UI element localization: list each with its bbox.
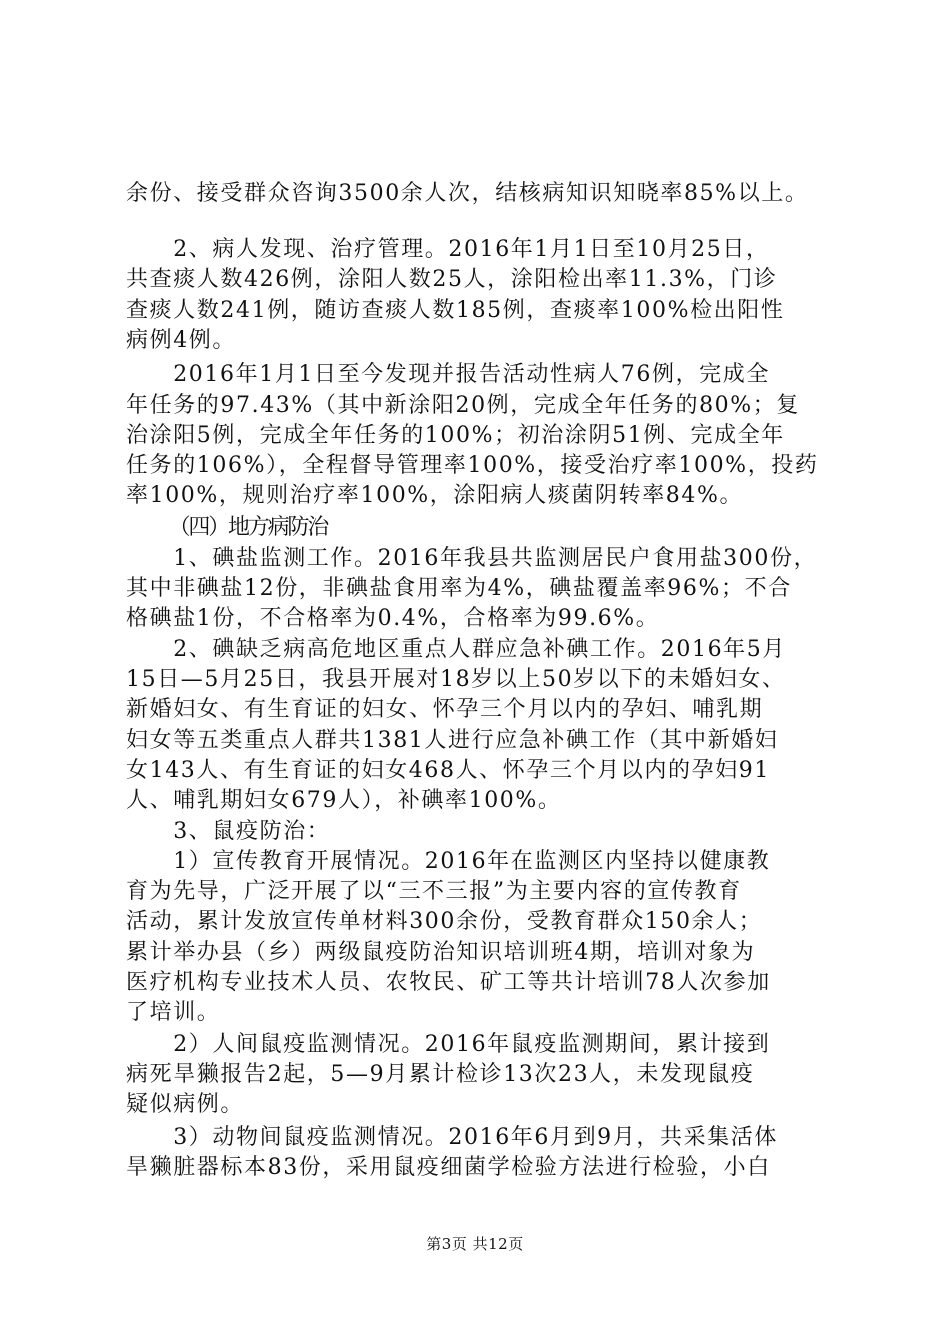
line-32: 旱獭脏器标本83份，采用鼠疫细菌学检验方法进行检验，小白 — [126, 1155, 771, 1180]
line-23: 育为先导，广泛开展了以“三不三报”为主要内容的宣传教育 — [126, 879, 742, 904]
line-20: 人、哺乳期妇女679人），补碘率100%。 — [126, 788, 562, 813]
line-8: 治涂阳5例，完成全年任务的100%；初治涂阴51例、完成全年 — [126, 423, 785, 448]
line-28: 2）人间鼠疫监测情况。2016年鼠疫监测期间，累计接到 — [126, 1032, 771, 1057]
line-13: 其中非碘盐12份，非碘盐食用率为4%，碘盐覆盖率96%；不合 — [126, 576, 792, 601]
line-9: 任务的106%），全程督导管理率100%，接受治疗率100%，投药 — [126, 453, 819, 478]
line-17: 新婚妇女、有生育证的妇女、怀孕三个月以内的孕妇、哺乳期 — [126, 697, 764, 722]
line-31: 3）动物间鼠疫监测情况。2016年6月到9月，共采集活体 — [126, 1125, 778, 1150]
line-30: 疑似病例。 — [126, 1092, 245, 1117]
page-number: 第3页 共12页 — [426, 1235, 524, 1253]
line-15: 2、碘缺乏病高危地区重点人群应急补碘工作。2016年5月 — [126, 637, 786, 662]
line-12: 1、碘盐监测工作。2016年我县共监测居民户食用盐300份， — [126, 546, 818, 571]
line-29: 病死旱獭报告2起，5—9月累计检诊13次23人，未发现鼠疫 — [126, 1062, 755, 1087]
line-7: 年任务的97.43%（其中新涂阳20例，完成全年任务的80%；复 — [126, 393, 800, 418]
line-22: 1）宣传教育开展情况。2016年在监测区内坚持以健康教 — [126, 849, 771, 874]
line-18: 妇女等五类重点人群共1381人进行应急补碘工作（其中新婚妇 — [126, 728, 779, 753]
line-10: 率100%，规则治疗率100%，涂阳病人痰菌阴转率84%。 — [126, 483, 744, 508]
line-26: 医疗机构专业技术人员、农牧民、矿工等共计培训78人次参加 — [126, 970, 771, 995]
line-4: 查痰人数241例，随访查痰人数185例，查痰率100%检出阳性 — [126, 298, 785, 323]
line-14: 格碘盐1份，不合格率为0.4%，合格率为99.6%。 — [126, 606, 660, 631]
line-19: 女143人、有生育证的妇女468人、怀孕三个月以内的孕妇91 — [126, 758, 770, 783]
line-6: 2016年1月1日至今发现并报告活动性病人76例，完成全 — [126, 362, 770, 387]
line-16: 15日—5月25日，我县开展对18岁以上50岁以下的未婚妇女、 — [126, 667, 786, 692]
section-heading: （四）地方病防治 — [140, 515, 328, 540]
line-1: 余份、接受群众咨询3500余人次，结核病知识知晓率85%以上。 — [126, 181, 809, 206]
line-2: 2、病人发现、治疗管理。2016年1月1日至10月25日， — [126, 237, 770, 262]
line-21: 3、鼠疫防治： — [126, 819, 331, 844]
line-25: 累计举办县（乡）两级鼠疫防治知识培训班4期，培训对象为 — [126, 940, 756, 965]
line-5: 病例4例。 — [126, 328, 236, 353]
line-24: 活动，累计发放宣传单材料300余份，受教育群众150余人； — [126, 909, 763, 934]
line-27: 了培训。 — [126, 1000, 221, 1025]
line-3: 共查痰人数426例，涂阳人数25人，涂阳检出率11.3%，门诊 — [126, 267, 778, 292]
